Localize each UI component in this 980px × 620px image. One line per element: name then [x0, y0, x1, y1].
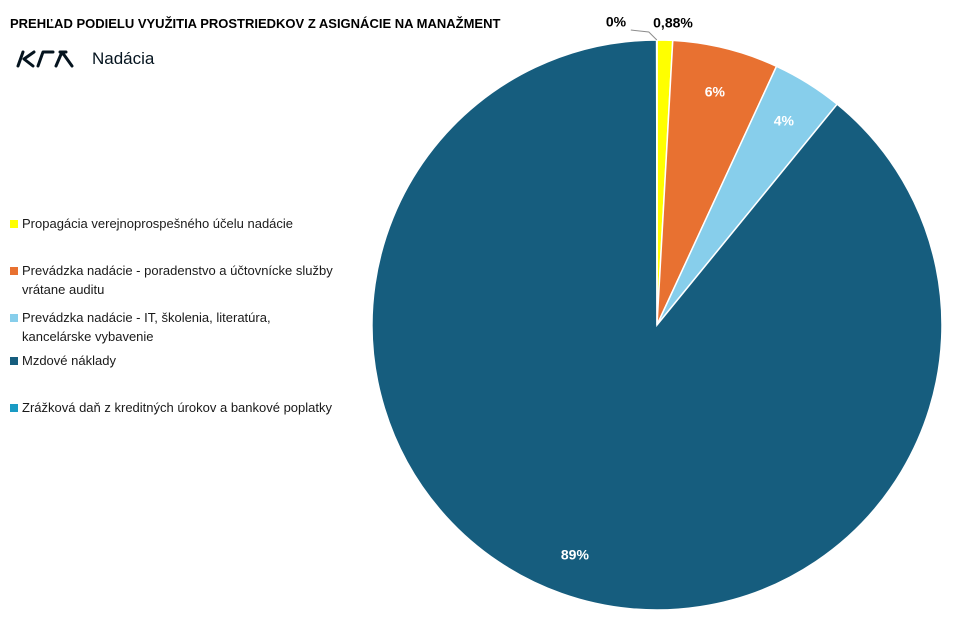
- data-label: 0%: [605, 13, 627, 30]
- data-label: 6%: [704, 83, 725, 100]
- chart-title: PREHĽAD PODIELU VYUŽITIA PROSTRIEDKOV Z ASIGNÁCIE NA MANAŽMENT: [10, 16, 501, 31]
- brand-name: Nadácia: [92, 49, 155, 68]
- data-label: 89%: [560, 546, 589, 563]
- legend-label: Zrážková daň z kreditných úrokov a bankové poplatky: [22, 400, 333, 415]
- legend-label: Propagácia verejnoprospešného účelu nadácie: [22, 216, 294, 231]
- legend-label: Prevádzka nadácie - poradenstvo a účtovnícke služby vrátane auditu: [22, 263, 333, 297]
- data-label: 0,88%: [653, 14, 693, 31]
- legend-label: Prevádzka nadácie - IT, školenia, literatúra, kancelárske vybavenie: [22, 310, 271, 344]
- leader-line: [631, 30, 657, 40]
- legend-label: Mzdové náklady: [22, 353, 116, 368]
- data-label: 4%: [773, 112, 794, 129]
